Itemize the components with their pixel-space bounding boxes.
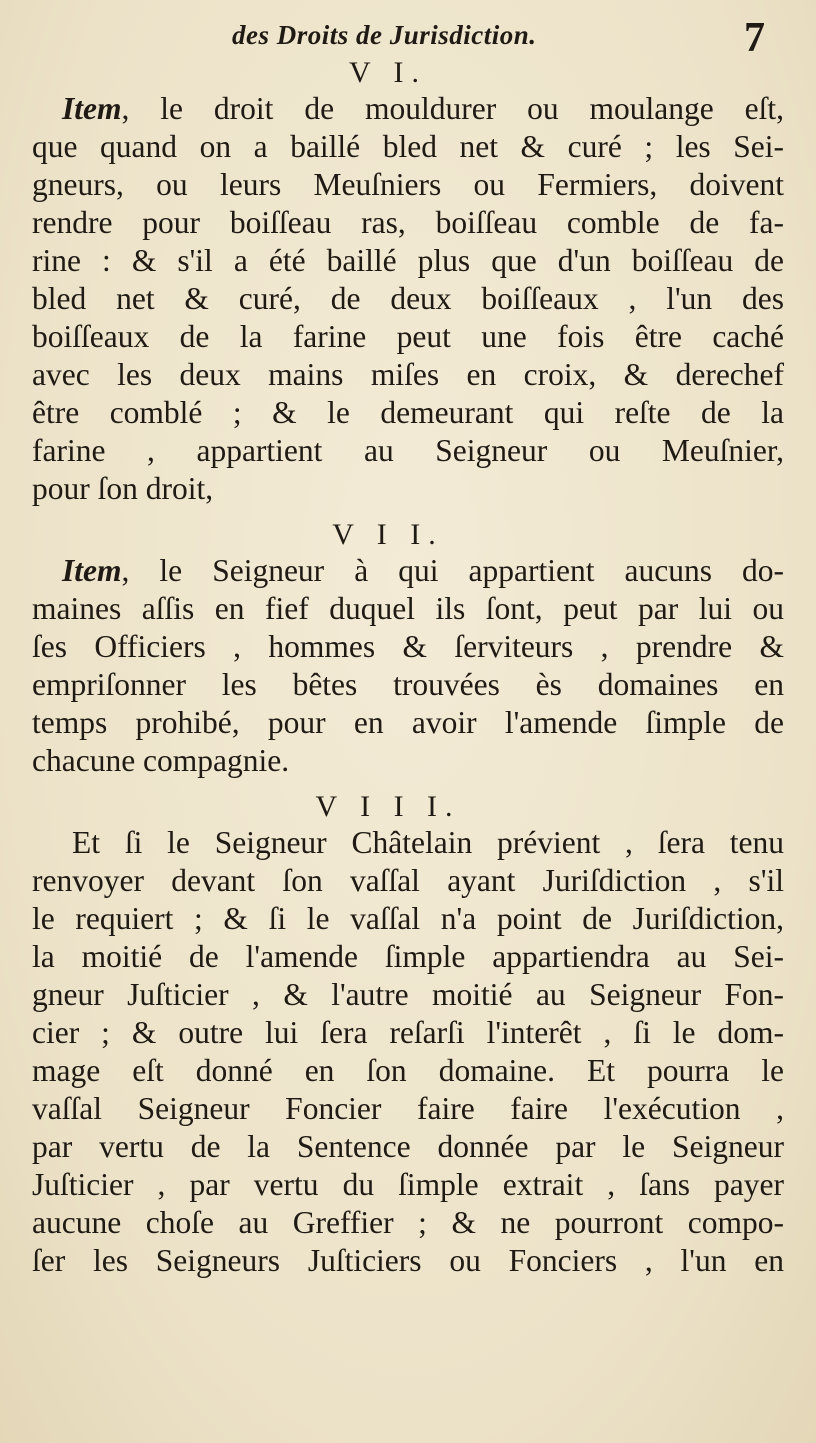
text-line: pour ſon droit, xyxy=(32,471,214,506)
text-line: bled net & curé, de deux boiſſeaux , l'un des xyxy=(32,281,784,316)
line-text: , le droit de mouldurer ou moulange eſt, xyxy=(121,91,784,126)
item-word: Item xyxy=(62,91,122,126)
text-line: mage eſt donné en ſon domaine. Et pourra le xyxy=(32,1053,784,1088)
text-line: maines aſſis en fief duquel ils ſont, peut par lui ou xyxy=(32,591,784,626)
text-line: chacune compagnie. xyxy=(32,743,290,778)
text-line: gneur Juſticier , & l'autre moitié au Seigneur Fon- xyxy=(32,977,784,1012)
text-line: Juſticier , par vertu du ſimple extrait , ſans payer xyxy=(32,1167,784,1202)
text-line: renvoyer devant ſon vaſſal ayant Juriſdiction , s'il xyxy=(32,863,784,898)
line-text: , le Seigneur à qui appartient aucuns do- xyxy=(121,553,784,588)
section-heading-vii: V I I. xyxy=(332,518,444,551)
text-line: boiſſeaux de la farine peut une fois être caché xyxy=(32,319,784,354)
text-line: rendre pour boiſſeau ras, boiſſeau comble de fa- xyxy=(32,205,784,240)
page-number: 7 xyxy=(744,15,765,61)
running-head-title: des Droits de Jurisdiction. xyxy=(232,20,537,50)
text-line: cier ; & outre lui ſera reſarſi l'interêt , ſi le dom- xyxy=(32,1015,784,1050)
body-text xyxy=(32,56,784,1280)
text-line: le requiert ; & ſi le vaſſal n'a point de Juriſdiction, xyxy=(32,901,784,936)
text-line: avec les deux mains miſes en croix, & derechef xyxy=(32,357,784,392)
text-line: la moitié de l'amende ſimple appartiendra au Sei- xyxy=(32,939,784,974)
text-line: vaſſal Seigneur Foncier faire faire l'exécution , xyxy=(32,1091,784,1126)
text-line: rine : & s'il a été baillé plus que d'un boiſſeau de xyxy=(32,243,784,278)
text-line: empriſonner les bêtes trouvées ès domaines en xyxy=(32,667,784,702)
text-line xyxy=(32,552,784,590)
text-line: temps prohibé, pour en avoir l'amende ſimple de xyxy=(32,705,784,740)
text-line: être comblé ; & le demeurant qui reſte de la xyxy=(32,395,784,430)
text-line: Et ſi le Seigneur Châtelain prévient , ſera tenu xyxy=(72,825,784,860)
item-word: Item xyxy=(62,553,122,588)
text-line: ſer les Seigneurs Juſticiers ou Fonciers , l'un en xyxy=(32,1243,784,1278)
section-heading-viii: V I I I. xyxy=(315,790,461,823)
text-line xyxy=(32,90,784,128)
text-line: ſes Officiers , hommes & ſerviteurs , prendre & xyxy=(32,629,784,664)
text-line: que quand on a baillé bled net & curé ; les Sei- xyxy=(32,129,784,164)
text-line: gneurs, ou leurs Meuſniers ou Fermiers, doivent xyxy=(32,167,784,202)
text-line: aucune choſe au Greffier ; & ne pourront compo- xyxy=(32,1205,784,1240)
text-line: farine , appartient au Seigneur ou Meuſnier, xyxy=(32,433,784,468)
section-heading-vi: V I. xyxy=(348,56,428,89)
text-line: par vertu de la Sentence donnée par le Seigneur xyxy=(32,1129,784,1164)
